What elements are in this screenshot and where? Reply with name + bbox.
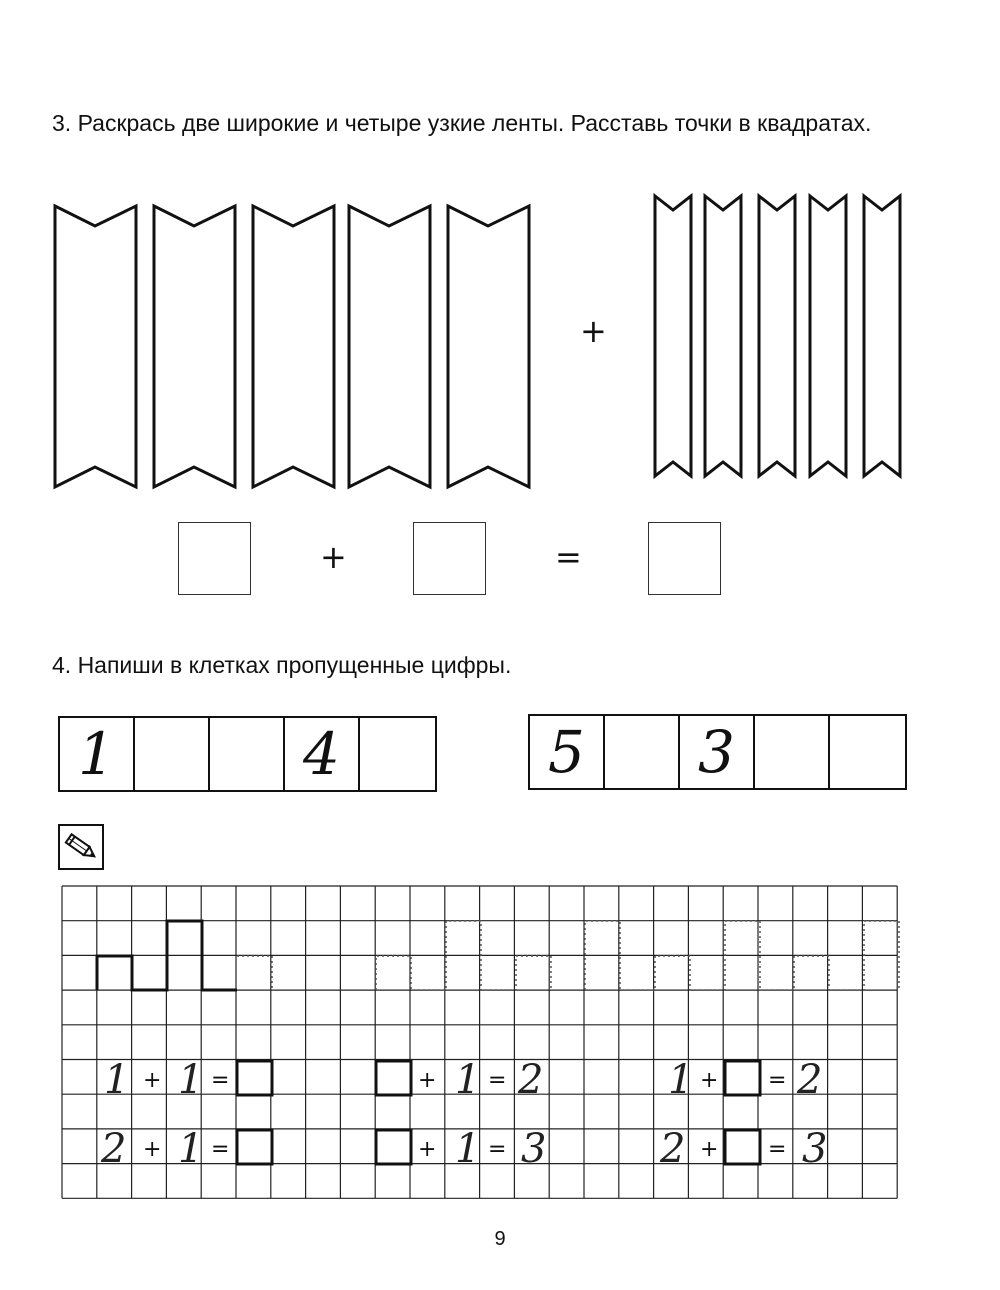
exercise-left: 2 <box>660 1126 686 1172</box>
exercise-answer-box[interactable] <box>376 1130 411 1164</box>
exercise-op: + <box>143 1068 162 1093</box>
exercise-1 <box>104 1057 272 1103</box>
exercise-op: + <box>700 1068 719 1093</box>
exercise-answer-box[interactable] <box>376 1061 411 1095</box>
page-number: 9 <box>494 1228 506 1250</box>
exercise-3 <box>668 1057 822 1103</box>
exercise-left: 1 <box>668 1057 694 1103</box>
exercise-result: 2 <box>797 1057 823 1103</box>
exercise-result: 3 <box>802 1126 828 1172</box>
equals-sign: = <box>555 538 582 576</box>
plus-sign: + <box>580 312 607 350</box>
exercise-answer-box[interactable] <box>237 1061 272 1095</box>
exercise-eq: = <box>768 1137 787 1162</box>
exercise-right: 1 <box>178 1057 204 1103</box>
exercise-2 <box>376 1057 543 1103</box>
exercise-answer-box[interactable] <box>725 1130 760 1164</box>
exercise-answer-box[interactable] <box>237 1130 272 1164</box>
plus-sign: + <box>320 538 347 576</box>
sequence-cell[interactable]: 1 <box>60 718 135 790</box>
exercise-result: 2 <box>518 1057 544 1103</box>
exercise-right: 1 <box>455 1126 481 1172</box>
exercise-op: + <box>418 1137 437 1162</box>
exercise-op: + <box>700 1137 719 1162</box>
task-4-text: 4. Напиши в клетках пропущенные цифры. <box>52 652 512 678</box>
exercise-eq: = <box>488 1068 507 1093</box>
exercise-5 <box>376 1126 546 1172</box>
exercise-4 <box>100 1126 272 1172</box>
task-3-text: 3. Раскрась две широкие и четыре узкие ленты. Расставь точки в квадратах. <box>52 110 872 136</box>
exercise-eq: = <box>768 1068 787 1093</box>
exercise-right: 1 <box>455 1057 481 1103</box>
exercise-eq: = <box>211 1137 230 1162</box>
sequence-cell[interactable]: 5 <box>530 716 605 788</box>
exercise-answer-box[interactable] <box>725 1061 760 1095</box>
sequence-cell[interactable]: 4 <box>285 718 360 790</box>
exercise-left: 1 <box>104 1057 130 1103</box>
exercise-result: 3 <box>521 1126 547 1172</box>
exercise-eq: = <box>211 1068 230 1093</box>
exercise-op: + <box>418 1068 437 1093</box>
exercise-left: 2 <box>101 1126 127 1172</box>
exercise-eq: = <box>488 1137 507 1162</box>
exercise-right: 1 <box>178 1126 204 1172</box>
exercise-op: + <box>143 1137 162 1162</box>
sequence-cell[interactable]: 3 <box>680 716 755 788</box>
exercise-6 <box>659 1126 827 1172</box>
